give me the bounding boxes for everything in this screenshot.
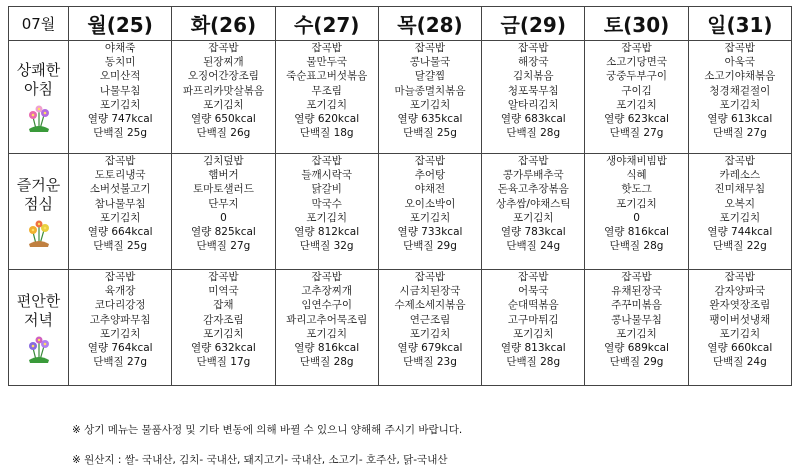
menu-item: 들깨시락국 bbox=[301, 169, 353, 182]
protein-text: 단백질 28g bbox=[506, 356, 561, 369]
menu-item: 물만두국 bbox=[306, 56, 347, 69]
menu-item: 잡곡밥 bbox=[311, 42, 342, 54]
menu-item: 잡곡밥 bbox=[518, 155, 549, 167]
menu-item: 잡곡밥 bbox=[208, 271, 239, 283]
calorie-text: 열량 613kcal bbox=[707, 112, 773, 125]
menu-item: 김치덮밥 bbox=[203, 155, 244, 167]
breakfast-sat-cell bbox=[585, 41, 688, 154]
calorie-text: 열량 689kcal bbox=[604, 341, 669, 354]
menu-item: 닭갈비 bbox=[311, 183, 342, 196]
menu-item: 잡곡밥 bbox=[621, 42, 652, 54]
lunch-wed-cell bbox=[275, 154, 378, 270]
dinner-label-cell bbox=[9, 270, 69, 386]
calorie-text: 열량 650kcal bbox=[190, 112, 256, 125]
menu-item: 포기김치 bbox=[203, 98, 244, 111]
menu-item: 잡곡밥 bbox=[208, 42, 239, 54]
menu-item: 포기김치 bbox=[512, 327, 554, 340]
menu-item: 김치볶음 bbox=[512, 70, 554, 83]
menu-item: 콩가루배추국 bbox=[502, 169, 564, 182]
menu-item: 연근조림 bbox=[409, 313, 451, 326]
menu-item: 추어탕 bbox=[414, 169, 446, 182]
calorie-text: 열량 620kcal bbox=[294, 112, 360, 125]
dinner-fri-cell bbox=[482, 270, 585, 386]
calorie-text: 열량 816kcal bbox=[604, 225, 669, 238]
menu-item: 꽈리고추어묵조림 bbox=[286, 313, 368, 326]
menu-item: 포기김치 bbox=[409, 98, 451, 111]
menu-item: 포기김치 bbox=[512, 211, 554, 224]
menu-item: 감자조림 bbox=[203, 313, 244, 326]
calorie-text: 열량 683kcal bbox=[500, 112, 566, 125]
menu-item: 어묵국 bbox=[518, 285, 549, 298]
menu-item: 포기김치 bbox=[306, 211, 347, 224]
calorie-text: 열량 733kcal bbox=[397, 225, 463, 238]
protein-text: 단백질 28g bbox=[609, 240, 664, 253]
menu-item: 포기김치 bbox=[409, 211, 451, 224]
menu-item: 잡곡밥 bbox=[104, 155, 136, 167]
calorie-text: 열량 660kcal bbox=[707, 341, 773, 354]
menu-item: 잡곡밥 bbox=[414, 42, 446, 54]
menu-item: 포기김치 bbox=[616, 197, 657, 210]
menu-item: 잡곡밥 bbox=[724, 42, 756, 54]
menu-item: 잡곡밥 bbox=[724, 155, 756, 167]
menu-item: 식혜 bbox=[626, 169, 647, 182]
calorie-text: 열량 764kcal bbox=[87, 341, 153, 354]
calorie-text: 열량 635kcal bbox=[397, 112, 463, 125]
menu-item: 포기김치 bbox=[306, 98, 347, 111]
lunch-thu-cell bbox=[378, 154, 481, 270]
menu-item: 포기김치 bbox=[719, 211, 761, 224]
breakfast-fri-cell bbox=[482, 41, 585, 154]
dinner-sat-cell bbox=[585, 270, 688, 386]
protein-text: 단백질 25g bbox=[93, 127, 148, 140]
protein-text: 단백질 24g bbox=[712, 356, 767, 369]
menu-item: 오복지 bbox=[724, 197, 756, 210]
menu-item: 아욱국 bbox=[724, 56, 756, 69]
menu-item: 포기김치 bbox=[99, 98, 141, 111]
menu-item: 된장찌개 bbox=[203, 56, 244, 69]
breakfast-mon-cell bbox=[69, 41, 172, 154]
day-header-wed: 수(27) bbox=[275, 7, 378, 41]
breakfast-row bbox=[9, 41, 792, 154]
menu-item: 궁중두부구이 bbox=[606, 70, 667, 83]
protein-text: 단백질 27g bbox=[609, 127, 664, 140]
breakfast-thu-cell bbox=[378, 41, 481, 154]
menu-item: 잡곡밥 bbox=[518, 271, 549, 283]
calorie-text: 열량 744kcal bbox=[707, 225, 773, 238]
lunch-sun-cell bbox=[688, 154, 791, 270]
calorie-text: 열량 816kcal bbox=[294, 341, 360, 354]
menu-item: 고추양파무침 bbox=[89, 313, 151, 326]
breakfast-label-cell bbox=[9, 41, 69, 154]
menu-item: 토마토샐러드 bbox=[192, 183, 254, 196]
breakfast-sun-cell bbox=[688, 41, 791, 154]
menu-item: 잡곡밥 bbox=[414, 155, 446, 167]
menu-item: 야채전 bbox=[414, 183, 446, 196]
day-header-thu: 목(28) bbox=[378, 7, 481, 41]
menu-item: 고추장찌개 bbox=[301, 285, 353, 298]
protein-text: 단백질 27g bbox=[93, 356, 148, 369]
menu-item: 잡채 bbox=[213, 299, 234, 312]
menu-item: 포기김치 bbox=[719, 98, 761, 111]
menu-item: 달걀찜 bbox=[414, 70, 446, 83]
calorie-text: 열량 679kcal bbox=[397, 341, 463, 354]
dinner-thu-cell bbox=[378, 270, 481, 386]
menu-item: 포기김치 bbox=[616, 327, 657, 340]
menu-item: 포기김치 bbox=[99, 327, 141, 340]
menu-item: 알타리김치 bbox=[507, 98, 559, 111]
menu-item: 0 bbox=[633, 211, 640, 224]
protein-text: 단백질 26g bbox=[196, 127, 251, 140]
protein-text: 단백질 29g bbox=[403, 240, 457, 253]
menu-item: 유채된장국 bbox=[611, 285, 662, 298]
menu-item: 오징어간장조림 bbox=[187, 70, 259, 83]
menu-item: 생야채비빔밥 bbox=[606, 155, 667, 167]
breakfast-title: 상쾌한 아침 bbox=[16, 61, 61, 98]
menu-item: 수제소세지볶음 bbox=[394, 299, 466, 312]
menu-item: 파프리카맛살볶음 bbox=[182, 84, 264, 97]
menu-item: 코다리강정 bbox=[94, 299, 146, 312]
lunch-row bbox=[9, 154, 792, 270]
calorie-text: 열량 623kcal bbox=[604, 112, 669, 125]
menu-item: 육개장 bbox=[104, 285, 136, 298]
day-header-sat: 토(30) bbox=[585, 7, 688, 41]
menu-item: 포기김치 bbox=[99, 211, 141, 224]
menu-item: 참나물무침 bbox=[94, 197, 146, 210]
protein-text: 단백질 17g bbox=[196, 356, 251, 369]
header-row bbox=[9, 7, 792, 41]
month-header: 07월 bbox=[9, 7, 69, 41]
flower-icon bbox=[24, 334, 54, 364]
protein-text: 단백질 23g bbox=[403, 356, 457, 369]
protein-text: 단백질 18g bbox=[299, 127, 354, 140]
menu-item: 잡곡밥 bbox=[311, 271, 342, 283]
menu-item: 0 bbox=[220, 211, 227, 224]
menu-item: 순대떡볶음 bbox=[507, 299, 559, 312]
menu-item: 단무지 bbox=[208, 197, 239, 210]
flower-icon bbox=[24, 218, 54, 248]
protein-text: 단백질 24g bbox=[506, 240, 561, 253]
protein-text: 단백질 28g bbox=[506, 127, 561, 140]
menu-item: 청포묵무침 bbox=[507, 84, 559, 97]
menu-item: 잡곡밥 bbox=[104, 271, 136, 283]
menu-item: 포기김치 bbox=[306, 327, 347, 340]
protein-text: 단백질 22g bbox=[712, 240, 767, 253]
menu-item: 죽순표고버섯볶음 bbox=[286, 70, 368, 83]
calorie-text: 열량 783kcal bbox=[500, 225, 566, 238]
lunch-fri-cell bbox=[482, 154, 585, 270]
menu-item: 소고기당면국 bbox=[606, 56, 667, 69]
menu-item: 소고기야채볶음 bbox=[704, 70, 776, 83]
menu-item: 소버섯불고기 bbox=[89, 183, 151, 196]
menu-item: 콩나물무침 bbox=[611, 313, 662, 326]
lunch-sat-cell bbox=[585, 154, 688, 270]
menu-item: 청경채겉절이 bbox=[709, 84, 771, 97]
dinner-wed-cell bbox=[275, 270, 378, 386]
menu-item: 고구마튀김 bbox=[507, 313, 559, 326]
protein-text: 단백질 25g bbox=[403, 127, 457, 140]
menu-item: 미역국 bbox=[208, 285, 239, 298]
menu-item: 잡곡밥 bbox=[518, 42, 549, 54]
menu-item: 포기김치 bbox=[616, 98, 657, 111]
protein-text: 단백질 27g bbox=[196, 240, 251, 253]
menu-item: 돈육고추장볶음 bbox=[497, 183, 569, 196]
calorie-text: 열량 825kcal bbox=[190, 225, 256, 238]
menu-item: 구이김 bbox=[621, 84, 652, 97]
lunch-title: 즐거운 점심 bbox=[16, 175, 61, 213]
origin-note: ※ 원산지 : 쌀- 국내산, 김치- 국내산, 돼지고기- 국내산, 소고기- 호주산, 닭-국내산 bbox=[72, 454, 448, 466]
menu-item: 포기김치 bbox=[409, 327, 451, 340]
calorie-text: 열량 812kcal bbox=[294, 225, 360, 238]
dinner-row bbox=[9, 270, 792, 386]
weekly-menu-table bbox=[8, 6, 792, 386]
menu-item: 나물무침 bbox=[99, 84, 141, 97]
protein-text: 단백질 32g bbox=[299, 240, 354, 253]
protein-text: 단백질 29g bbox=[609, 356, 664, 369]
menu-item: 오미산적 bbox=[99, 70, 141, 83]
lunch-label-cell bbox=[9, 154, 69, 270]
menu-item: 상추쌈/야채스틱 bbox=[495, 197, 571, 210]
breakfast-wed-cell bbox=[275, 41, 378, 154]
menu-item: 잡곡밥 bbox=[311, 155, 342, 167]
dinner-mon-cell bbox=[69, 270, 172, 386]
menu-item: 시금치된장국 bbox=[399, 285, 461, 298]
menu-item: 포기김치 bbox=[719, 327, 761, 340]
menu-item: 해장국 bbox=[518, 56, 549, 69]
dinner-sun-cell bbox=[688, 270, 791, 386]
day-header-sun: 일(31) bbox=[688, 7, 791, 41]
menu-item: 콩나물국 bbox=[409, 56, 451, 69]
protein-text: 단백질 27g bbox=[712, 127, 767, 140]
menu-item: 완자엿장조림 bbox=[709, 299, 771, 312]
protein-text: 단백질 28g bbox=[299, 356, 354, 369]
menu-item: 오이소박이 bbox=[404, 197, 456, 210]
breakfast-tue-cell bbox=[172, 41, 275, 154]
calorie-text: 열량 747kcal bbox=[87, 112, 153, 125]
menu-item: 감자양파국 bbox=[714, 285, 766, 298]
menu-change-note: ※ 상기 메뉴는 물품사정 및 기타 변동에 의해 바뀔 수 있으니 양해해 주시기 바랍니다. bbox=[72, 424, 463, 436]
dinner-title: 편안한 저녁 bbox=[16, 291, 61, 329]
menu-item: 동치미 bbox=[104, 56, 136, 69]
menu-item: 도토리냉국 bbox=[94, 169, 146, 182]
dinner-tue-cell bbox=[172, 270, 275, 386]
menu-item: 핫도그 bbox=[621, 183, 652, 196]
day-header-mon: 월(25) bbox=[69, 7, 172, 41]
menu-item: 잡곡밥 bbox=[621, 271, 652, 283]
menu-item: 햄버거 bbox=[208, 169, 239, 182]
day-header-tue: 화(26) bbox=[172, 7, 275, 41]
menu-item: 야채죽 bbox=[104, 42, 136, 54]
calorie-text: 열량 813kcal bbox=[500, 341, 566, 354]
menu-item: 무조림 bbox=[311, 84, 342, 97]
menu-item: 잡곡밥 bbox=[414, 271, 446, 283]
menu-item: 마늘종멸치볶음 bbox=[394, 84, 466, 97]
menu-item: 막국수 bbox=[311, 197, 342, 210]
menu-item: 임연수구이 bbox=[301, 299, 353, 312]
lunch-mon-cell bbox=[69, 154, 172, 270]
menu-item: 주꾸미볶음 bbox=[611, 299, 662, 312]
menu-item: 카레소스 bbox=[719, 169, 761, 182]
day-header-fri: 금(29) bbox=[482, 7, 585, 41]
menu-item: 팽이버섯냉채 bbox=[709, 313, 771, 326]
menu-item: 포기김치 bbox=[203, 327, 244, 340]
lunch-tue-cell bbox=[172, 154, 275, 270]
calorie-text: 열량 632kcal bbox=[190, 341, 256, 354]
protein-text: 단백질 25g bbox=[93, 240, 148, 253]
flower-icon bbox=[24, 103, 54, 133]
menu-item: 잡곡밥 bbox=[724, 271, 756, 283]
menu-item: 진미채무침 bbox=[714, 183, 766, 196]
calorie-text: 열량 664kcal bbox=[87, 225, 153, 238]
